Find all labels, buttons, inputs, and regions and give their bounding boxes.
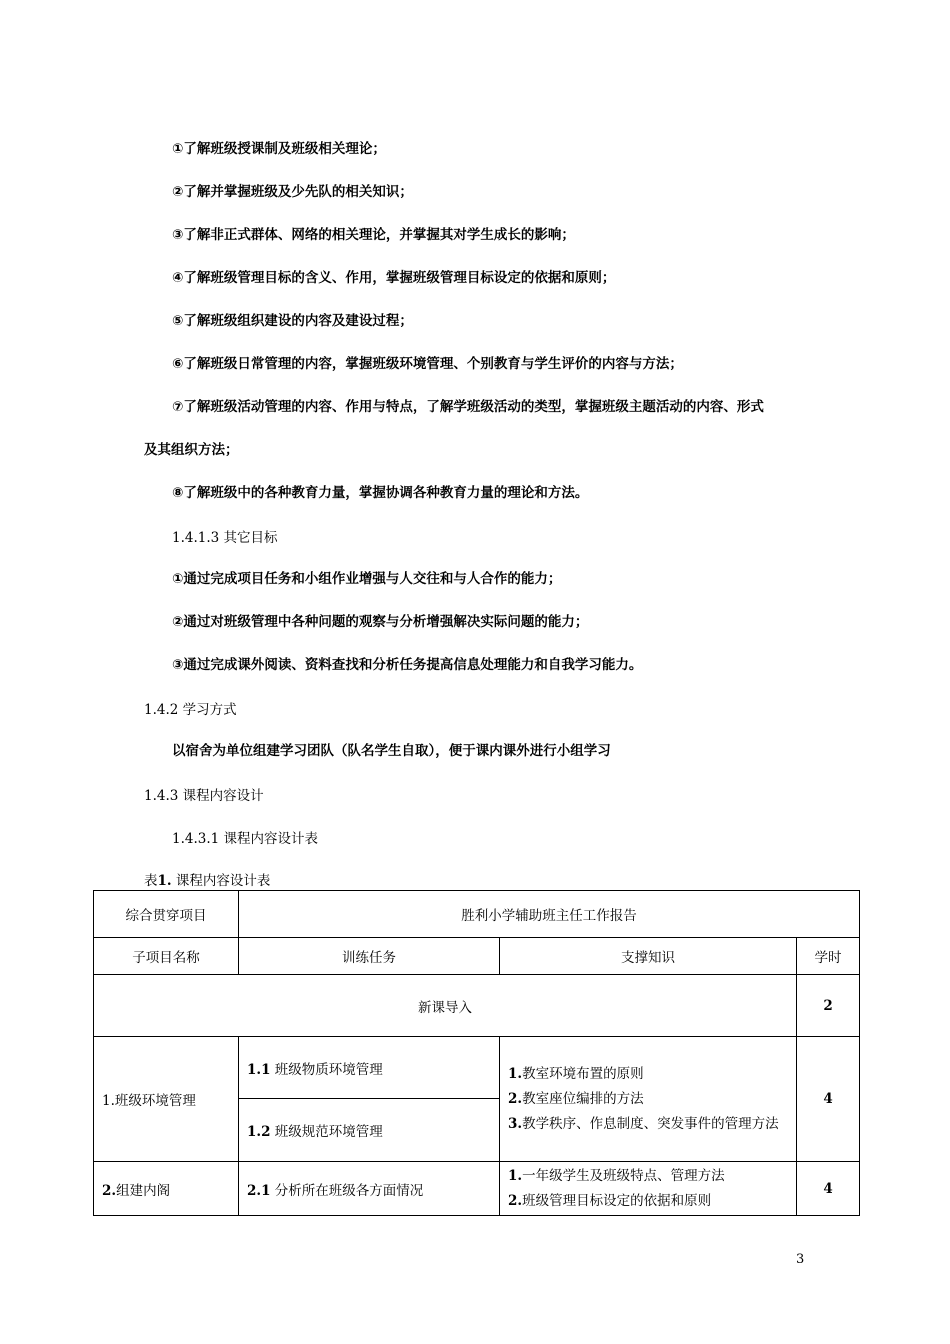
task-cell xyxy=(239,1162,500,1216)
subproject-name: 组建内阁 xyxy=(116,1182,171,1199)
goal-item-2: ②了解并掌握班级及少先队的相关知识； xyxy=(172,184,413,200)
knowledge-item: 1.一年级学生及班级特点、管理方法 xyxy=(508,1167,725,1184)
page-number: 3 xyxy=(796,1252,805,1267)
task-text: 班级规范环境管理 xyxy=(274,1124,383,1140)
table-row xyxy=(94,1037,860,1099)
table-caption-prefix: 表 xyxy=(144,873,158,889)
intro-hours-cell: 2 xyxy=(797,975,860,1037)
subproject-name-cell xyxy=(94,1037,239,1162)
goal-item-7-line1: ⑦了解班级活动管理的内容、作用与特点，了解学班级活动的类型，掌握班级主题活动的内容、形式 xyxy=(172,399,764,415)
task-number: 1.2 xyxy=(247,1124,271,1140)
task-number: 1.1 xyxy=(247,1061,271,1078)
knowledge-item: 2.班级管理目标设定的依据和原则 xyxy=(508,1192,712,1209)
goal-item-6: ⑥了解班级日常管理的内容，掌握班级环境管理、个别教育与学生评价的内容与方法； xyxy=(172,356,683,372)
goal-item-4: ④了解班级管理目标的含义、作用，掌握班级管理目标设定的依据和原则； xyxy=(172,270,616,286)
header-knowledge: 支撑知识 xyxy=(500,938,797,975)
hours-cell: 4 xyxy=(797,1037,860,1162)
subproject-number: 2. xyxy=(102,1182,117,1199)
table-row-intro xyxy=(94,975,860,1037)
intro-label-cell: 新课导入 xyxy=(94,975,797,1037)
heading-course-design-table: 1.4.3.1 课程内容设计表 xyxy=(172,831,319,847)
course-design-table xyxy=(93,890,860,1216)
goal-item-7-line2: 及其组织方法； xyxy=(144,442,239,458)
table-caption-title: 课程内容设计表 xyxy=(175,873,271,889)
task-text: 班级物质环境管理 xyxy=(274,1061,383,1078)
table-header-row xyxy=(94,938,860,975)
project-value-cell: 胜利小学辅助班主任工作报告 xyxy=(239,891,860,938)
learning-method-text: 以宿舍为单位组建学习团队（队名学生自取），便于课内课外进行小组学习 xyxy=(172,743,611,759)
heading-other-goals: 1.4.1.3 其它目标 xyxy=(172,530,278,546)
heading-course-design: 1.4.3 课程内容设计 xyxy=(144,788,264,804)
table-caption-number: 1. xyxy=(157,873,172,889)
project-label-cell: 综合贯穿项目 xyxy=(94,891,239,938)
header-hours: 学时 xyxy=(797,938,860,975)
table-caption xyxy=(144,869,270,889)
heading-learning-method: 1.4.2 学习方式 xyxy=(144,702,237,718)
other-goal-2: ②通过对班级管理中各种问题的观察与分析增强解决实际问题的能力； xyxy=(172,614,589,630)
hours-cell: 4 xyxy=(797,1162,860,1216)
knowledge-item: 3.教学秩序、作息制度、突发事件的管理方法 xyxy=(508,1115,779,1132)
task-cell xyxy=(239,1037,500,1099)
header-subproject: 子项目名称 xyxy=(94,938,239,975)
goal-item-5: ⑤了解班级组织建设的内容及建设过程； xyxy=(172,313,413,329)
knowledge-cell xyxy=(500,1037,797,1162)
table-row xyxy=(94,1162,860,1216)
goal-item-3: ③了解非正式群体、网络的相关理论，并掌握其对学生成长的影响； xyxy=(172,227,575,243)
header-task: 训练任务 xyxy=(239,938,500,975)
knowledge-item: 2.教室座位编排的方法 xyxy=(508,1090,644,1107)
other-goal-1: ①通过完成项目任务和小组作业增强与人交往和与人合作的能力； xyxy=(172,571,562,587)
subproject-number: 1. xyxy=(102,1093,115,1109)
goal-item-8: ⑧了解班级中的各种教育力量，掌握协调各种教育力量的理论和方法。 xyxy=(172,485,589,501)
other-goal-3: ③通过完成课外阅读、资料查找和分析任务提高信息处理能力和自我学习能力。 xyxy=(172,657,643,673)
goal-item-1: ①了解班级授课制及班级相关理论； xyxy=(172,141,386,157)
knowledge-item: 1.教室环境布置的原则 xyxy=(508,1065,644,1082)
knowledge-cell xyxy=(500,1162,797,1216)
subproject-name: 班级环境管理 xyxy=(114,1093,196,1109)
table-row-project xyxy=(94,891,860,938)
task-cell xyxy=(239,1099,500,1162)
task-number: 2.1 xyxy=(247,1182,271,1199)
subproject-name-cell xyxy=(94,1162,239,1216)
task-text: 分析所在班级各方面情况 xyxy=(274,1182,424,1199)
